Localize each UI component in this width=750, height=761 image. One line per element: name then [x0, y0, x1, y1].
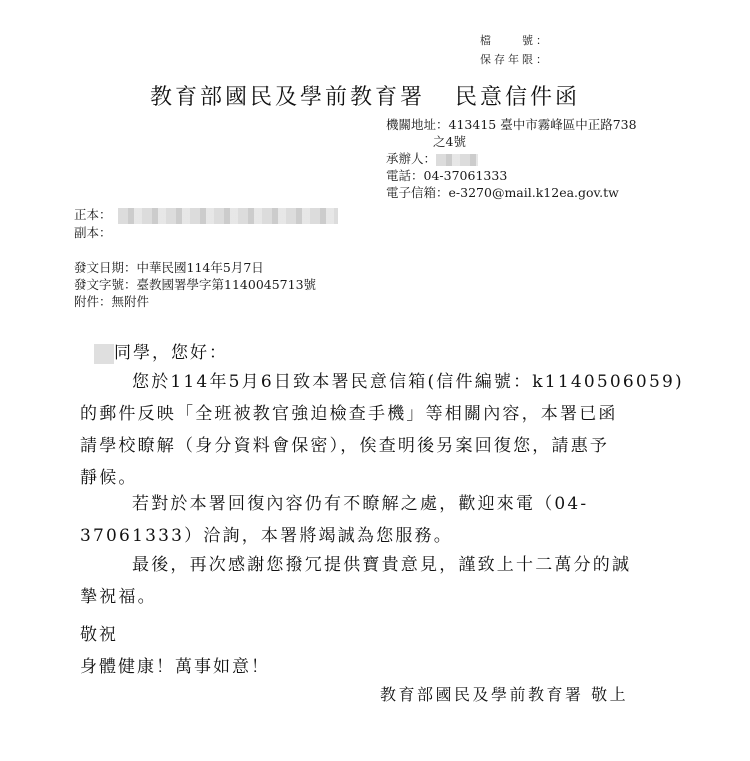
email-row [386, 184, 637, 201]
paragraph-1 [80, 366, 684, 494]
reference-number-label: 發文字號： [74, 277, 137, 292]
phone-value: 04-37061333 [423, 168, 508, 183]
primary-recipient-label: 正本： [74, 207, 112, 222]
paragraph-2-line: 37061333）洽詢，本署將竭誠為您服務。 [80, 526, 453, 546]
issue-date-row [74, 259, 316, 276]
paragraph-2 [80, 488, 680, 552]
redacted-primary-recipient [118, 208, 338, 224]
copy-recipient-label: 副本： [74, 224, 112, 240]
phone-row [386, 167, 637, 184]
redacted-contact-name [436, 154, 478, 166]
greeting-line [94, 338, 228, 364]
redacted-student-name [94, 344, 114, 364]
address-label: 機關地址： [386, 117, 449, 132]
address-row-2 [386, 133, 637, 150]
issue-info-block [74, 259, 316, 310]
paragraph-1-line: 您於114年5月6日致本署民意信箱(信件編號：k1140506059) [132, 372, 684, 392]
paragraph-1-line: 請學校瞭解（身分資料會保密），俟查明後另案回復您，請惠予 [80, 436, 610, 456]
issue-date-label: 發文日期： [74, 260, 137, 275]
reference-number-row [74, 276, 316, 293]
document-title [150, 80, 580, 111]
reference-number-value: 臺教國署學字第1140045713號 [136, 277, 317, 292]
copy-recipient-row [74, 224, 338, 241]
paragraph-3 [80, 549, 680, 613]
contact-row [386, 150, 637, 167]
primary-recipient-row [74, 206, 338, 224]
agency-name: 教育部國民及學前教育署 [150, 85, 426, 110]
phone-label: 電話： [386, 168, 424, 183]
sender-info-block [386, 116, 637, 201]
closing-wishes: 身體健康！萬事如意！ [80, 657, 270, 677]
address-row [386, 116, 637, 133]
greeting-text: 同學，您好： [114, 343, 228, 363]
address-line2: 之4號 [433, 134, 466, 149]
attachment-label: 附件： [74, 294, 112, 309]
email-label: 電子信箱： [386, 185, 449, 200]
paragraph-2-line: 若對於本署回復內容仍有不瞭解之處，歡迎來電（04- [132, 494, 589, 514]
email-value: e-3270@mail.k12ea.gov.tw [448, 185, 619, 200]
salutation: 敬祝 [80, 625, 118, 645]
attachment-value: 無附件 [111, 294, 150, 309]
paragraph-1-line: 的郵件反映「全班被教官強迫檢查手機」等相關內容，本署已函 [80, 404, 618, 424]
issue-date-value: 中華民國114年5月7日 [136, 260, 264, 275]
signature: 教育部國民及學前教育署 敬上 [380, 685, 629, 704]
attachment-row [74, 293, 316, 310]
paragraph-1-line: 靜候。 [80, 468, 138, 488]
paragraph-3-line: 最後，再次感謝您撥冗提供寶貴意見，謹致上十二萬分的誠 [132, 555, 632, 575]
paragraph-3-line: 摯祝福。 [80, 587, 157, 607]
address-line1: 413415 臺中市霧峰區中正路738 [448, 117, 637, 132]
document-type: 民意信件函 [455, 85, 581, 110]
retention-period-label: 保存年限： [480, 53, 550, 66]
recipients-block [74, 206, 338, 241]
contact-label: 承辦人： [386, 151, 437, 166]
file-number-label: 檔 號： [480, 34, 550, 47]
